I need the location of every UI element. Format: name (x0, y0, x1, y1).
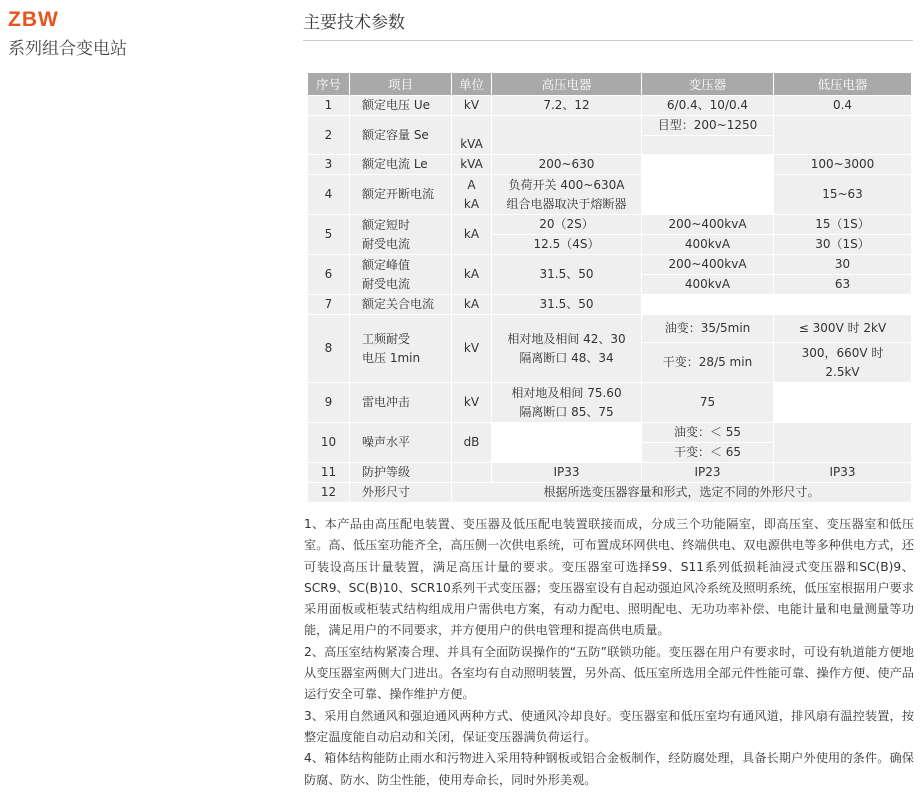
transformer-cell: 400kvA (642, 275, 774, 295)
table-row (308, 483, 912, 503)
header-cell: 项目 (350, 73, 452, 96)
hv-line: 负荷开关 400~630A (508, 177, 625, 192)
transformer-cell: 200~400kvA (642, 215, 774, 235)
transformer-cell: 油变：35/5min (642, 315, 774, 343)
transformer-cell: 75 (642, 383, 774, 423)
transformer-cell: 200~400kvA (642, 255, 774, 275)
item-cell (350, 215, 452, 255)
item-line: 耐受电流 (362, 276, 411, 291)
lv-cell: 30（1S） (774, 235, 912, 255)
transformer-cell: 6/0.4、10/0.4 (642, 96, 774, 116)
hv-cell: 31.5、50 (492, 295, 642, 315)
unit-cell: kA (452, 215, 492, 255)
hv-line: 隔离断口 48、34 (519, 350, 614, 365)
row-number: 12 (308, 483, 350, 503)
item-cell: 防护等级 (350, 463, 452, 483)
unit-cell: kVA (452, 155, 492, 175)
lv-cell (774, 383, 912, 423)
item-cell (350, 255, 452, 295)
table-row (308, 175, 912, 215)
table-row (308, 96, 912, 116)
row-number: 11 (308, 463, 350, 483)
unit-cell: kV (452, 96, 492, 116)
hv-line: 隔离断口 85、75 (519, 404, 614, 419)
note-paragraph: 2、高压室结构紧凑合理、并具有全面防误操作的“五防”联锁功能。变压器在用户有要求时，可设有轨道能方便地从变压器室两侧大门进出。各室均有自动照明装置，另外高、低压室所选用全部元件性能可靠、操作方便、使产品运行安全可靠、操作维护方便。 (304, 644, 914, 702)
hv-cell: IP33 (492, 463, 642, 483)
product-series-name: 系列组合变电站 (8, 39, 127, 59)
item-cell: 雷电冲击 (350, 383, 452, 423)
note-paragraph: 1、本产品由高压配电装置、变压器及低压配电装置联接而成，分成三个功能隔室，即高压室、变压器室和低压室。高、低压室功能齐全，高压侧一次供电系统，可布置成环网供电、终端供电、双电源供电等多种供电方式，还可装设高压计量装置，满足高压计量的要求。变压器室可选择S9、S11系列低损耗油浸式变压器和SC(B)9、SCR9、SC(B)10、SCR10系列干式变压器；变压器室设有自起动强迫风冷系统及照明系统，低压室根据用户要求采用面板或柜装式结构组成用户需供电方案，有动力配电、照明配电、无功功率补偿、电能计量和电量测量等功能，满足用户的不同要求，并方便用户的供电管理和提高供电质量。 (304, 517, 914, 638)
lv-cell: 15~63 (774, 175, 912, 215)
transformer-cell: 干变：28/5 min (642, 343, 774, 383)
item-cell: 额定开断电流 (350, 175, 452, 215)
item-cell (350, 315, 452, 383)
unit-line: A (467, 177, 476, 192)
lv-line: 300，660V 时 (801, 345, 884, 360)
unit-cell: kA (452, 295, 492, 315)
header-cell: 低压电器 (774, 73, 912, 96)
row-number: 4 (308, 175, 350, 215)
unit-cell: kVA (452, 116, 492, 155)
table-row (308, 215, 912, 235)
item-cell: 额定电流 Le (350, 155, 452, 175)
hv-line: 相对地及相间 75.60 (511, 385, 622, 400)
table-row (308, 155, 912, 175)
item-line: 额定峰值 (362, 257, 411, 272)
hv-cell (492, 423, 642, 463)
note-paragraph: 4、箱体结构能防止雨水和污物进入采用特种钢板或铝合金板制作，经防腐处理，具备长期户外使用的条件。确保防腐、防水、防尘性能，使用寿命长，同时外形美观。 (304, 751, 914, 787)
hv-cell: 12.5（4S） (492, 235, 642, 255)
item-cell: 额定容量 Se (350, 116, 452, 155)
title-divider (303, 40, 913, 41)
unit-cell: dB (452, 423, 492, 463)
lv-cell (774, 343, 912, 383)
item-line: 电压 1min (362, 350, 421, 365)
header-cell: 单位 (452, 73, 492, 96)
hv-cell (492, 315, 642, 383)
header-cell: 序号 (308, 73, 350, 96)
table-row (308, 255, 912, 275)
hv-line: 相对地及相间 42、30 (507, 331, 626, 346)
row-number: 2 (308, 116, 350, 155)
table-row (308, 463, 912, 483)
table-row (308, 423, 912, 443)
hv-cell: 20（2S） (492, 215, 642, 235)
transformer-cell: 油变：＜ 55 (642, 423, 774, 443)
lv-cell: 15（1S） (774, 215, 912, 235)
row-number: 7 (308, 295, 350, 315)
table-row (308, 383, 912, 423)
transformer-cell (642, 295, 774, 315)
transformer-cell (642, 155, 774, 175)
item-cell: 额定电压 Ue (350, 96, 452, 116)
hv-cell (492, 116, 642, 155)
lv-cell: 100~3000 (774, 155, 912, 175)
lv-cell: 63 (774, 275, 912, 295)
item-line: 耐受电流 (362, 236, 411, 251)
unit-cell (452, 175, 492, 215)
row-number: 9 (308, 383, 350, 423)
item-cell: 噪声水平 (350, 423, 452, 463)
unit-cell: kV (452, 383, 492, 423)
row-number: 8 (308, 315, 350, 383)
table-header-row (308, 73, 912, 96)
hv-cell: 200~630 (492, 155, 642, 175)
item-cell: 外形尺寸 (350, 483, 452, 503)
hv-cell (492, 383, 642, 423)
dimension-note: 根据所选变压器容量和形式，选定不同的外形尺寸。 (452, 483, 912, 503)
transformer-cell (642, 175, 774, 215)
feature-notes (304, 514, 914, 791)
unit-line: kA (463, 196, 480, 211)
lv-cell (774, 295, 912, 315)
unit-cell: kA (452, 255, 492, 295)
product-code: ZBW (8, 8, 59, 31)
lv-cell: IP33 (774, 463, 912, 483)
note-paragraph: 3、采用自然通风和强迫通风两种方式、使通风冷却良好。变压器室和低压室均有通风道，排风扇有温控装置，按整定温度能自动启动和关闭，保证变压器满负荷运行。 (304, 708, 914, 744)
hv-cell (492, 175, 642, 215)
transformer-cell: IP23 (642, 463, 774, 483)
row-number: 6 (308, 255, 350, 295)
lv-cell (774, 116, 912, 155)
transformer-cell: 400kvA (642, 235, 774, 255)
lv-cell: ≤ 300V 时 2kV (774, 315, 912, 343)
header-cell: 高压电器 (492, 73, 642, 96)
section-title: 主要技术参数 (303, 13, 405, 33)
hv-line: 组合电器取决于熔断器 (506, 196, 627, 211)
transformer-cell (642, 136, 774, 155)
table-row (308, 116, 912, 136)
lv-cell: 0.4 (774, 96, 912, 116)
row-number: 3 (308, 155, 350, 175)
brand-block (8, 8, 127, 60)
transformer-cell: 干变：＜ 65 (642, 443, 774, 463)
table-row (308, 295, 912, 315)
row-number: 5 (308, 215, 350, 255)
item-line: 工频耐受 (362, 331, 411, 346)
item-cell: 额定关合电流 (350, 295, 452, 315)
row-number: 10 (308, 423, 350, 463)
transformer-cell: 目型：200~1250 (642, 116, 774, 136)
header-cell: 变压器 (642, 73, 774, 96)
unit-cell (452, 463, 492, 483)
table-row (308, 315, 912, 343)
lv-cell (774, 423, 912, 463)
spec-table (307, 72, 912, 503)
hv-cell: 31.5、50 (492, 255, 642, 295)
hv-cell: 7.2、12 (492, 96, 642, 116)
row-number: 1 (308, 96, 350, 116)
lv-line: 2.5kV (825, 364, 860, 379)
lv-cell: 30 (774, 255, 912, 275)
unit-cell: kV (452, 315, 492, 383)
item-line: 额定短时 (362, 217, 411, 232)
